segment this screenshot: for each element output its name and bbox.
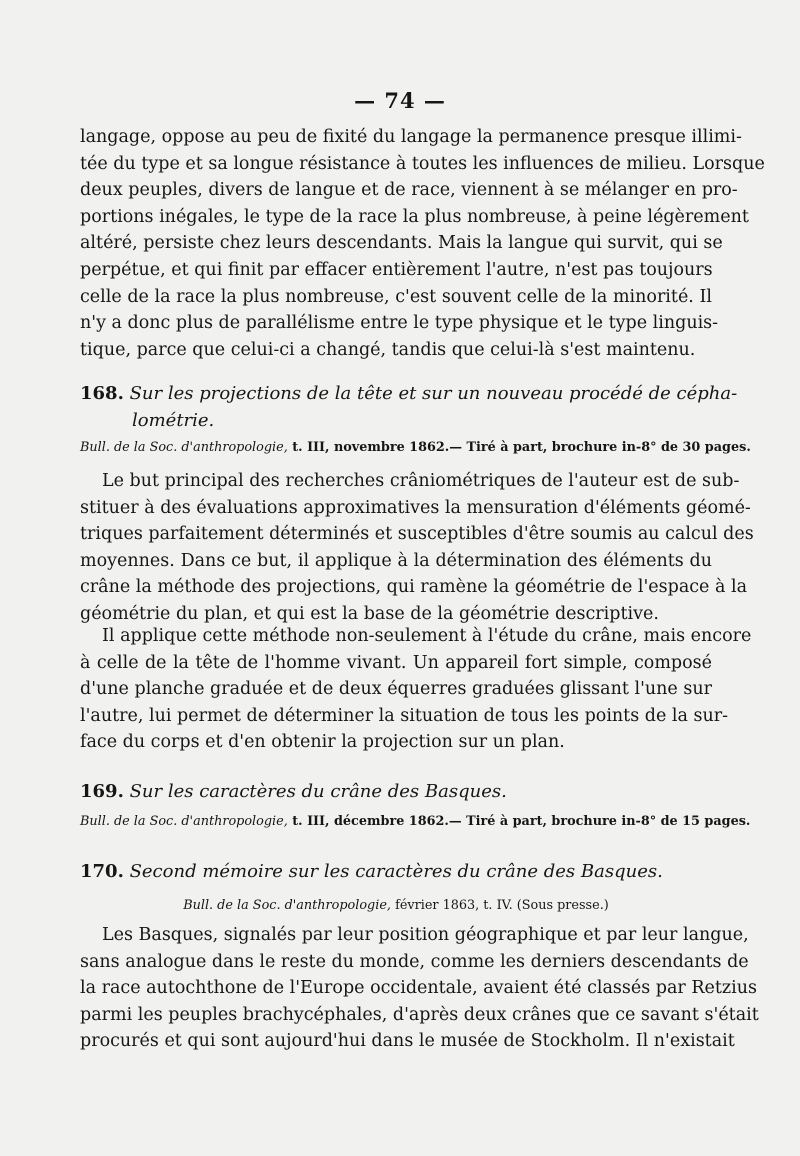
text-line: Les Basques, signalés par leur position géographique et par leur langue, [102, 925, 749, 945]
text-line: Le but principal des recherches crâniométriques de l'auteur est de sub- [102, 471, 740, 491]
section-title-continued: lométrie. [132, 410, 215, 431]
reference-journal: Bull. de la Soc. d'anthropologie, [80, 440, 288, 455]
section-title: Sur les projections de la tête et sur un nouveau procédé de cépha- [129, 383, 738, 404]
text-line: langage, oppose au peu de fixité du langage la permanence presque illimi- [80, 127, 742, 147]
reference-details: t. III, décembre 1862.— Tiré à part, brochure in-8° de 15 pages. [292, 814, 751, 829]
section-number: 168. [80, 383, 124, 404]
section-169-heading [80, 778, 712, 805]
text-line: n'y a donc plus de parallélisme entre le type physique et le type linguis- [80, 313, 719, 334]
text-line: deux peuples, divers de langue et de race, viennent à se mélanger en pro- [80, 180, 738, 201]
text-line: tique, parce que celui-ci a changé, tandis que celui-là s'est maintenu. [80, 339, 696, 360]
text-line: parmi les peuples brachycéphales, d'après deux crânes que ce savant s'était [80, 1004, 759, 1025]
text-line: procurés et qui sont aujourd'hui dans le musée de Stockholm. Il n'existait [80, 1031, 735, 1052]
section-168-reference [80, 440, 751, 455]
text-line: face du corps et d'en obtenir la projection sur un plan. [80, 732, 565, 753]
section-title: Sur les caractères du crâne des Basques. [129, 781, 507, 802]
text-line: tée du type et sa longue résistance à toutes les influences de milieu. Lorsque [80, 153, 765, 174]
text-line: crâne la méthode des projections, qui ramène la géométrie de l'espace à la [80, 577, 747, 598]
section-168-paragraph-2 [80, 623, 752, 756]
text-line: d'une planche graduée et de deux équerres graduées glissant l'une sur [80, 679, 712, 700]
text-line: triques parfaitement déterminés et susceptibles d'être soumis au calcul des [80, 524, 754, 545]
section-170-paragraph [80, 922, 759, 1055]
text-line: la race autochthone de l'Europe occidentale, avaient été classés par Retzius [80, 978, 757, 999]
text-line: portions inégales, le type de la race la plus nombreuse, à peine légèrement [80, 206, 749, 227]
section-number: 170. [80, 861, 124, 882]
reference-details: février 1863, t. IV. (Sous presse.) [395, 898, 609, 913]
text-line: à celle de la tête de l'homme vivant. Un appareil fort simple, composé [80, 652, 712, 673]
page-number: — 74 — [354, 88, 446, 113]
text-line: l'autre, lui permet de déterminer la situation de tous les points de la sur- [80, 705, 729, 726]
text-line: Il applique cette méthode non-seulement à l'étude du crâne, mais encore [102, 626, 752, 646]
section-170-reference [80, 898, 712, 913]
section-number: 169. [80, 781, 124, 802]
section-168-heading [80, 380, 738, 434]
reference-details: t. III, novembre 1862.— Tiré à part, brochure in-8° de 30 pages. [292, 440, 751, 455]
text-line: géométrie du plan, et qui est la base de la géométrie descriptive. [80, 603, 659, 624]
section-169-reference [80, 814, 751, 829]
text-line: altéré, persiste chez leurs descendants. Mais la langue qui survit, qui se [80, 233, 723, 254]
section-168-paragraph-1 [80, 468, 754, 628]
text-line: perpétue, et qui finit par effacer entièrement l'autre, n'est pas toujours [80, 259, 713, 280]
text-line: stituer à des évaluations approximatives la mensuration d'éléments géomé- [80, 497, 751, 518]
text-line: celle de la race la plus nombreuse, c'est souvent celle de la minorité. Il [80, 286, 712, 307]
text-line: moyennes. Dans ce but, il applique à la détermination des éléments du [80, 550, 712, 571]
reference-journal: Bull. de la Soc. d'anthropologie, [183, 898, 391, 913]
reference-journal: Bull. de la Soc. d'anthropologie, [80, 814, 288, 829]
text-line: sans analogue dans le reste du monde, comme les derniers descendants de [80, 951, 749, 972]
intro-paragraph [80, 124, 765, 363]
section-170-heading [80, 858, 712, 885]
section-title: Second mémoire sur les caractères du crâne des Basques. [129, 861, 663, 882]
